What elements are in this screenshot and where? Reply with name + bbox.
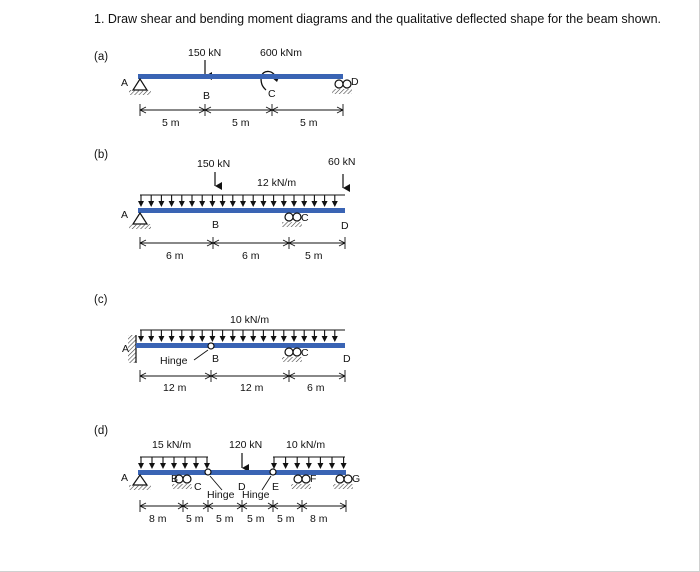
beam [136,343,345,348]
hinge-label: Hinge [160,355,188,367]
udl-arrowhead [250,201,256,207]
udl-arrowhead [301,336,307,342]
udl-arrowhead [220,336,226,342]
udl-arrowhead [220,201,226,207]
udl-arrowhead [189,201,195,207]
point-label: B [212,219,220,231]
udl-arrowhead [311,336,317,342]
udl-arrowhead [209,201,215,207]
span-label: 5 m [232,117,250,129]
ground-hatch [291,484,311,489]
udl-arrowhead [281,201,287,207]
load-label: 10 kN/m [230,314,270,326]
point-label: A [121,77,129,89]
ground-hatch [332,89,352,94]
udl-arrowhead [158,336,164,342]
span-label: 5 m [305,250,323,262]
udl-arrowhead [138,201,144,207]
udl-arrowhead [260,336,266,342]
span-label: 6 m [242,250,260,262]
udl-arrowhead [149,463,155,469]
udl-arrowhead [271,201,277,207]
load-label: 600 kNm [260,47,303,59]
span-label: 5 m [247,513,265,525]
udl-arrowhead [291,336,297,342]
udl-arrowhead [332,336,338,342]
span-label: 8 m [310,513,328,525]
part-a [94,47,359,129]
span-label: 8 m [149,513,167,525]
part-d [94,425,360,525]
load-label: 15 kN/m [152,439,192,451]
dimension-line [140,500,346,512]
udl-arrowhead [189,336,195,342]
point-label: B [171,473,179,485]
span-label: 6 m [307,382,325,394]
hinge-label: Hinge [207,489,235,501]
point-label: D [351,76,359,88]
span-label: 5 m [216,513,234,525]
hinge-label: Hinge [242,489,270,501]
span-label: 12 m [163,382,187,394]
part-label: (a) [94,51,109,63]
point-label: D [238,481,246,493]
point-label: B [203,90,211,102]
ground-hatch [282,222,302,227]
pin-support [133,213,147,224]
hinge [270,469,276,475]
udl-arrowhead [182,463,188,469]
roller-support [344,475,352,483]
udl-arrowhead [322,336,328,342]
roller-support [302,475,310,483]
udl-arrows [138,457,210,469]
load-label: 12 kN/m [257,177,297,189]
udl-arrowhead [138,463,144,469]
point-label: C [301,212,309,224]
udl-arrowhead [148,336,154,342]
udl-arrowhead [311,201,317,207]
udl-arrowhead [240,336,246,342]
udl-arrowhead [322,201,328,207]
ground-hatch [282,357,302,362]
load-label: 60 kN [328,156,356,168]
udl-arrowhead [169,336,175,342]
udl-arrowhead [271,336,277,342]
roller-support [293,213,301,221]
point-label: F [310,473,317,485]
udl-arrows [138,195,338,207]
udl-arrowhead [193,463,199,469]
point-label: A [121,209,129,221]
point-label: A [121,472,129,484]
udl-arrowhead [204,463,210,469]
ground-hatch [129,485,151,490]
udl-arrowhead [230,201,236,207]
part-c [94,294,351,394]
udl-arrowhead [250,336,256,342]
point-label: A [122,343,130,355]
dimension-line [140,104,343,116]
udl-arrowhead [317,463,323,469]
udl-arrowhead [158,201,164,207]
span-label: 5 m [300,117,318,129]
hinge-leader [262,476,271,490]
load-label: 150 kN [188,47,222,59]
load-label: 10 kN/m [286,439,326,451]
udl-arrowhead [179,201,185,207]
roller-support [285,213,293,221]
udl-arrowhead [301,201,307,207]
span-label: 6 m [166,250,184,262]
udl-arrowhead [240,201,246,207]
beam [138,74,343,79]
udl-arrowhead [160,463,166,469]
udl-arrowhead [294,463,300,469]
pin-support [133,475,147,485]
udl-arrowhead [230,336,236,342]
udl-arrowhead [138,336,144,342]
span-label: 12 m [240,382,264,394]
udl-arrowhead [199,336,205,342]
roller-support [294,475,302,483]
hinge [205,469,211,475]
udl-arrowhead [283,463,289,469]
hinge-leader [194,350,208,360]
roller-support [343,80,351,88]
udl-arrowhead [209,336,215,342]
roller-support [336,475,344,483]
udl-arrowhead [332,201,338,207]
udl-arrowhead [171,463,177,469]
load-label: 150 kN [197,158,231,170]
udl-arrowhead [306,463,312,469]
udl-arrowhead [341,463,347,469]
roller-support [293,348,301,356]
beam [138,208,345,213]
part-b [94,149,355,262]
point-label: D [341,220,349,232]
dimension-line [140,370,345,382]
udl-arrows [271,457,347,469]
udl-arrowhead [179,336,185,342]
point-label: E [272,481,280,493]
point-label: D [343,353,351,365]
roller-support [285,348,293,356]
question-text: 1. Draw shear and bending moment diagrams and the qualitative deflected shape for the beam shown. [94,12,662,26]
load-label: 120 kN [229,439,263,451]
dimension-line [140,237,345,249]
point-label: C [301,347,309,359]
ground-hatch [333,484,353,489]
udl-arrowhead [329,463,335,469]
roller-support [183,475,191,483]
udl-arrowhead [169,201,175,207]
part-label: (d) [94,425,109,437]
udl-arrowhead [148,201,154,207]
wall-hatch [128,335,136,363]
udl-arrowhead [260,201,266,207]
udl-arrowhead [271,463,277,469]
point-label: C [268,88,276,100]
roller-support [335,80,343,88]
udl-arrows [138,330,338,342]
hinge-leader [210,476,222,490]
udl-arrowhead [199,201,205,207]
ground-hatch [129,90,151,95]
point-label: C [194,481,202,493]
span-label: 5 m [162,117,180,129]
span-label: 5 m [277,513,295,525]
point-label: B [212,353,220,365]
ground-hatch [129,224,151,229]
hinge [208,343,214,349]
udl-arrowhead [291,201,297,207]
pin-support [133,79,147,90]
part-label: (b) [94,149,109,161]
udl-arrowhead [281,336,287,342]
span-label: 5 m [186,513,204,525]
point-label: G [352,473,361,485]
part-label: (c) [94,294,108,306]
